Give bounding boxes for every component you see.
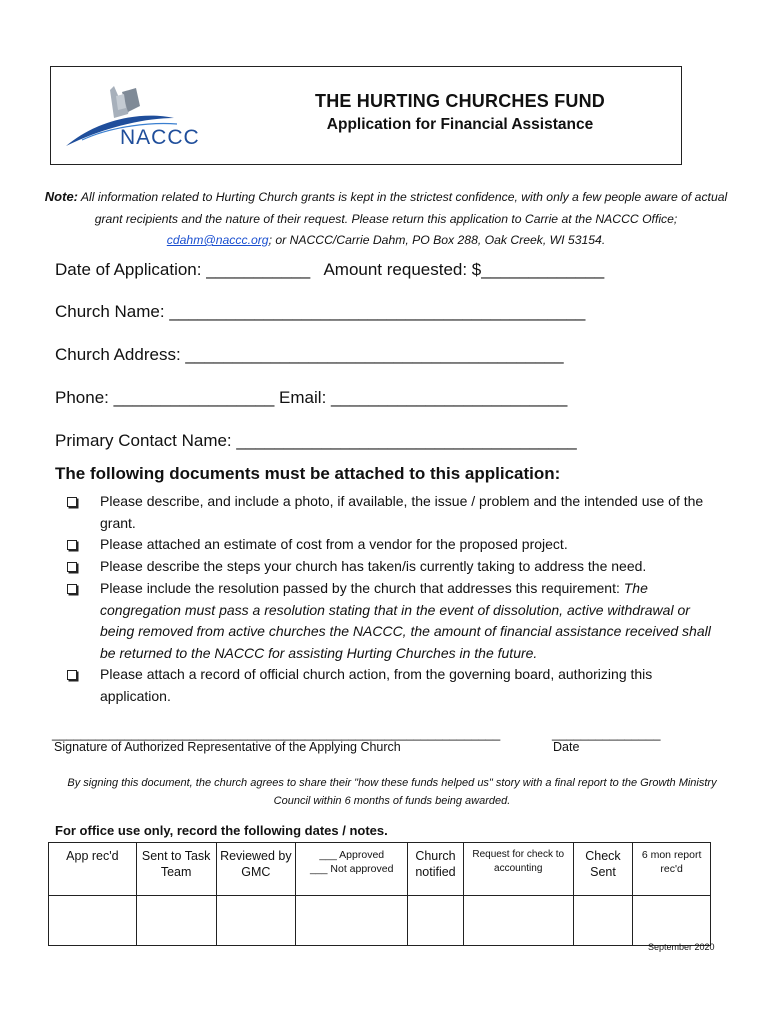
resolution-requirement-text: The congregation must pass a resolution stating that in the event of dissolution, active withdrawal or being removed from active churches the NACCC, the amount of financial assistance received shall be returned to the NACCC for assisting Hurting Churches in the future. bbox=[100, 580, 711, 661]
table-row bbox=[49, 896, 711, 946]
document-item bbox=[55, 664, 725, 707]
date-label: Date bbox=[553, 740, 580, 754]
table-cell[interactable] bbox=[216, 896, 296, 946]
checkbox-icon[interactable] bbox=[67, 584, 77, 594]
confidentiality-note bbox=[44, 186, 728, 252]
footer-date: September 2020 bbox=[648, 942, 715, 952]
table-header-cell: Check Sent bbox=[573, 843, 633, 896]
table-header-cell: App rec'd bbox=[49, 843, 137, 896]
date-line[interactable]: _______________ bbox=[552, 726, 661, 741]
document-item-text: Please describe the steps your church has taken/is currently taking to address the need. bbox=[100, 558, 647, 574]
primary-contact-field[interactable]: Primary Contact Name: ____________________________________ bbox=[55, 431, 577, 450]
table-cell[interactable] bbox=[633, 896, 711, 946]
note-text-1: All information related to Hurting Church grants is kept in the strictest confidence, with only a few people aware of actual grant recipients and the nature of their request. Please return this application to Carrie at the NACCC Office; bbox=[78, 190, 728, 226]
table-cell[interactable] bbox=[573, 896, 633, 946]
checkbox-icon[interactable] bbox=[67, 497, 77, 507]
email-link[interactable]: cdahm@naccc.org bbox=[166, 233, 269, 247]
date-amount-field[interactable]: Date of Application: ___________ Amount requested: $_____________ bbox=[55, 260, 605, 279]
church-address-field[interactable]: Church Address: ________________________________________ bbox=[55, 345, 564, 364]
phone-email-field[interactable]: Phone: _________________ Email: _________________________ bbox=[55, 388, 568, 407]
agreement-note: By signing this document, the church agrees to share their "how these funds helped us" story with a final report to the Growth Ministry Council within 6 months of funds being awarded. bbox=[67, 777, 717, 807]
resolution-text: Please include the resolution passed by the church that addresses this requirement: bbox=[100, 580, 624, 596]
table-cell[interactable] bbox=[49, 896, 137, 946]
checkbox-icon[interactable] bbox=[67, 562, 77, 572]
table-header-row bbox=[49, 843, 711, 896]
logo-text: NACCC bbox=[120, 126, 200, 149]
document-item-text-wrap bbox=[55, 578, 725, 664]
table-cell[interactable] bbox=[296, 896, 408, 946]
document-item bbox=[55, 556, 725, 578]
page-title: THE HURTING CHURCHES FUND bbox=[315, 91, 605, 111]
checkbox-icon[interactable] bbox=[67, 540, 77, 550]
office-use-table bbox=[48, 842, 711, 946]
signature-line[interactable]: ______________________________________________________________ bbox=[52, 726, 501, 741]
page-subtitle: Application for Financial Assistance bbox=[326, 116, 594, 133]
table-header-cell: 6 mon report rec'd bbox=[633, 843, 711, 896]
document-item bbox=[55, 578, 725, 664]
office-use-heading: For office use only, record the following dates / notes. bbox=[55, 823, 388, 838]
note-text-2: ; or NACCC/Carrie Dahm, PO Box 288, Oak Creek, WI 53154. bbox=[268, 233, 606, 247]
document-item bbox=[55, 534, 725, 556]
table-header-cell: Church notified bbox=[408, 843, 464, 896]
document-item-text: Please attach a record of official church action, from the governing board, authorizing this application. bbox=[100, 666, 653, 704]
table-header-cell: Request for check to accounting bbox=[463, 843, 573, 896]
table-cell[interactable] bbox=[136, 896, 216, 946]
table-header-cell: Reviewed by GMC bbox=[216, 843, 296, 896]
document-item bbox=[55, 491, 725, 534]
table-header-cell: ___ Approved ___ Not approved bbox=[296, 843, 408, 896]
table-cell[interactable] bbox=[408, 896, 464, 946]
church-name-field[interactable]: Church Name: ____________________________________________ bbox=[55, 302, 586, 321]
document-item-text: Please describe, and include a photo, if available, the issue / problem and the intended use of the grant. bbox=[100, 493, 704, 531]
note-label: Note: bbox=[44, 189, 78, 204]
table-cell[interactable] bbox=[463, 896, 573, 946]
documents-heading: The following documents must be attached to this application: bbox=[55, 464, 561, 483]
table-header-cell: Sent to Task Team bbox=[136, 843, 216, 896]
document-item-text: Please attached an estimate of cost from a vendor for the proposed project. bbox=[100, 536, 568, 552]
naccc-logo bbox=[62, 78, 212, 158]
checkbox-icon[interactable] bbox=[67, 670, 77, 680]
signature-label: Signature of Authorized Representative of the Applying Church bbox=[54, 740, 401, 754]
